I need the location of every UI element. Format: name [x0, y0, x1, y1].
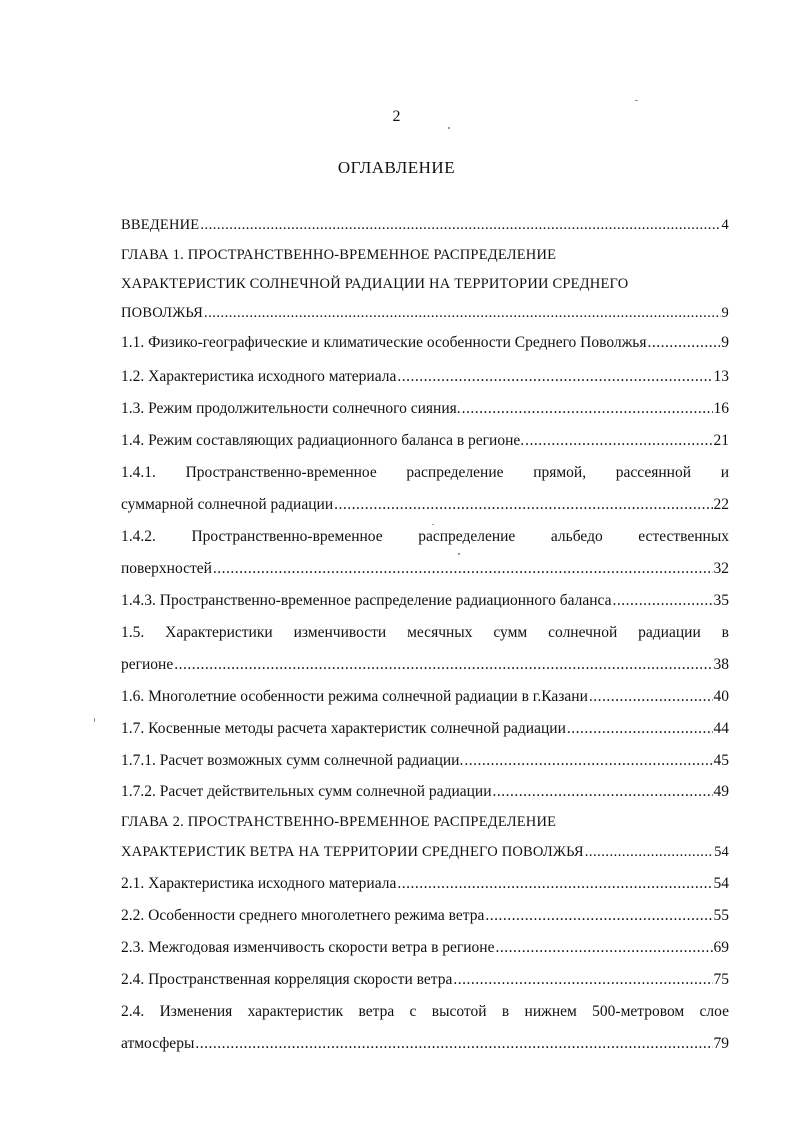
dot-leader: [397, 366, 712, 388]
dot-leader: [204, 302, 721, 324]
toc-entry-1-6[interactable]: [121, 686, 729, 708]
entry-text: 2.2. Особенности среднего многолетнего режима ветра: [121, 907, 485, 924]
entry-text: атмосферы: [121, 1035, 195, 1052]
dot-leader: [195, 1033, 712, 1055]
dot-leader: [612, 590, 712, 612]
entry-page: 40: [713, 688, 729, 705]
toc-entry-chapter1-line1[interactable]: [121, 244, 729, 266]
dot-leader: [648, 332, 721, 354]
entry-text: 1.1. Физико-географические и климатические особенности Среднего Поволжья: [121, 334, 647, 351]
entry-text: ХАРАКТЕРИСТИК СОЛНЕЧНОЙ РАДИАЦИИ НА ТЕРРИТОРИИ СРЕДНЕГО: [121, 276, 629, 292]
entry-page: 69: [713, 939, 729, 956]
entry-text: 1.4. Режим составляющих радиационного баланса в регионе.: [121, 432, 525, 449]
toc-entry-2-1[interactable]: [121, 873, 729, 895]
toc-entry-2-4[interactable]: [121, 969, 729, 991]
dot-leader: [567, 718, 713, 740]
entry-page: 54: [714, 844, 729, 860]
page-number: 2: [392, 108, 401, 125]
entry-text: 2.4. Изменения характеристик ветра с высотой в нижнем 500-метровом слое: [121, 1003, 729, 1020]
dot-leader: [495, 937, 712, 959]
toc-entry-1-7-2[interactable]: [121, 781, 729, 803]
entry-text: регионе: [121, 656, 174, 673]
dot-leader: [462, 398, 713, 420]
entry-text: 1.3. Режим продолжительности солнечного сияния.: [121, 400, 461, 417]
entry-text: 1.4.1. Пространственно-временное распределение прямой, рассеянной и: [121, 464, 729, 481]
dot-leader: [453, 969, 712, 991]
entry-text: 2.1. Характеристика исходного материала: [121, 875, 397, 892]
entry-page: 75: [713, 971, 729, 988]
entry-page: 13: [713, 368, 729, 385]
entry-page: 45: [713, 752, 729, 769]
entry-page: 9: [721, 334, 729, 351]
toc-entry-intro[interactable]: [121, 214, 729, 236]
dot-leader: [493, 781, 713, 803]
entry-text: поверхностей: [121, 560, 212, 577]
entry-page: 9: [721, 305, 729, 321]
dot-leader: [213, 558, 713, 580]
entry-page: 4: [721, 217, 729, 233]
toc-entry-1-4-3[interactable]: [121, 590, 729, 612]
dot-leader: [585, 841, 713, 863]
toc-entry-2-4b-line1[interactable]: [121, 1001, 729, 1023]
entry-text: 1.4.3. Пространственно-временное распределение радиационного баланса: [121, 592, 612, 609]
entry-text: 1.5. Характеристики изменчивости месячных сумм солнечной радиации в: [121, 624, 729, 641]
entry-text: ПОВОЛЖЬЯ: [121, 305, 204, 321]
entry-page: 54: [713, 875, 729, 892]
toc-entry-2-4b-line2[interactable]: [121, 1033, 729, 1055]
entry-page: 49: [713, 783, 729, 800]
toc-entry-chapter1-line2[interactable]: [121, 273, 729, 295]
entry-page: 44: [713, 720, 729, 737]
entry-text: 2.3. Межгодовая изменчивость скорости ветра в регионе: [121, 939, 495, 956]
dot-leader: [334, 494, 712, 516]
entry-text: 2.4. Пространственная корреляция скорости ветра: [121, 971, 453, 988]
dot-leader: [464, 750, 712, 772]
entry-text: ХАРАКТЕРИСТИК ВЕТРА НА ТЕРРИТОРИИ СРЕДНЕГО ПОВОЛЖЬЯ: [121, 844, 584, 860]
entry-page: 16: [713, 400, 729, 417]
scan-speck: [635, 100, 638, 101]
toc-entry-1-4-2-line2[interactable]: [121, 558, 729, 580]
dot-leader: [589, 686, 713, 708]
toc-entry-1-7-1[interactable]: [121, 750, 729, 772]
entry-page: 79: [713, 1035, 729, 1052]
toc-entry-1-4[interactable]: [121, 430, 729, 452]
toc-entry-1-7[interactable]: [121, 718, 729, 740]
toc-entry-1-4-1-line1[interactable]: [121, 462, 729, 484]
entry-page: 38: [713, 656, 729, 673]
scan-speck: [432, 524, 434, 525]
entry-text: 1.4.2. Пространственно-временное распределение альбедо естественных: [121, 528, 729, 545]
toc-entry-2-2[interactable]: [121, 905, 729, 927]
entry-text: 1.2. Характеристика исходного материала: [121, 368, 397, 385]
dot-leader: [397, 873, 712, 895]
entry-text: ВВЕДЕНИЕ: [121, 217, 200, 233]
toc-title: ОГЛАВЛЕНИЕ: [337, 158, 456, 177]
entry-text: суммарной солнечной радиации: [121, 496, 334, 513]
entry-page: 21: [713, 432, 729, 449]
scan-speck: [94, 718, 95, 722]
entry-text: ГЛАВА 1. ПРОСТРАНСТВЕННО-ВРЕМЕННОЕ РАСПРЕДЕЛЕНИЕ: [121, 247, 557, 263]
entry-text: 1.7. Косвенные методы расчета характеристик солнечной радиации: [121, 720, 566, 737]
dot-leader: [485, 905, 712, 927]
dot-leader: [200, 214, 720, 236]
entry-page: 32: [713, 560, 729, 577]
entry-text: 1.7.1. Расчет возможных сумм солнечной радиации.: [121, 752, 464, 769]
dot-leader: [174, 654, 712, 676]
toc-entry-chapter1-line3[interactable]: [121, 302, 729, 324]
entry-page: 55: [713, 907, 729, 924]
entry-page: 22: [713, 496, 729, 513]
toc-entry-chapter2-line2[interactable]: [121, 841, 729, 863]
toc-entry-1-5-line1[interactable]: [121, 622, 729, 644]
entry-text: ГЛАВА 2. ПРОСТРАНСТВЕННО-ВРЕМЕННОЕ РАСПРЕДЕЛЕНИЕ: [121, 814, 557, 830]
toc-entry-1-1[interactable]: [121, 332, 729, 354]
entry-text: 1.6. Многолетние особенности режима солнечной радиации в г.Казани: [121, 688, 588, 705]
entry-page: 35: [713, 592, 729, 609]
scan-speck: [448, 127, 450, 129]
toc-entry-1-5-line2[interactable]: [121, 654, 729, 676]
entry-text: 1.7.2. Расчет действительных сумм солнечной радиации: [121, 783, 492, 800]
toc-entry-chapter2-line1[interactable]: [121, 811, 729, 833]
toc-entry-1-4-2-line1[interactable]: [121, 526, 729, 548]
toc-entry-1-4-1-line2[interactable]: [121, 494, 729, 516]
scan-speck: [458, 553, 460, 555]
toc-entry-1-3[interactable]: [121, 398, 729, 420]
toc-entry-2-3[interactable]: [121, 937, 729, 959]
dot-leader: [525, 430, 712, 452]
toc-entry-1-2[interactable]: [121, 366, 729, 388]
